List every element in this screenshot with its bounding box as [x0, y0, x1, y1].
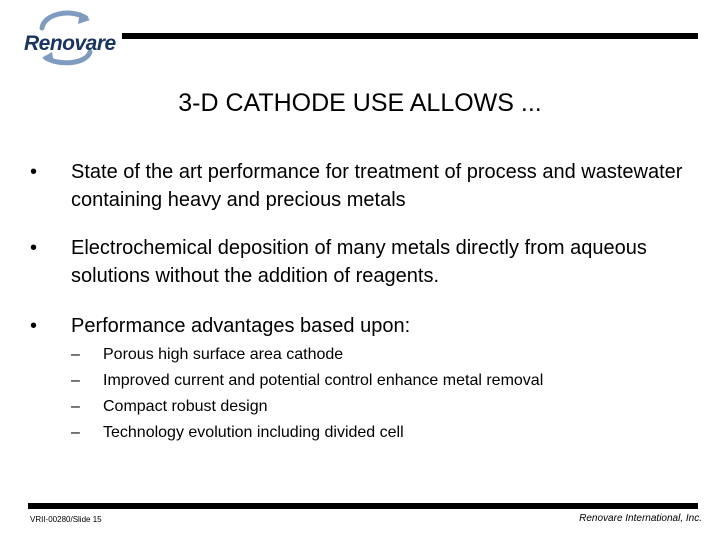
bullet-marker: •: [30, 161, 38, 183]
sub-bullet-text: Porous high surface area cathode: [103, 346, 344, 363]
sub-bullet-marker: –: [71, 398, 80, 415]
sub-bullet-text: Compact robust design: [103, 398, 268, 415]
sub-bullet-marker: –: [71, 372, 80, 389]
sub-bullet-text: Improved current and potential control enhance metal removal: [103, 372, 544, 389]
slide-title: [0, 89, 720, 118]
bullet-text: State of the art performance for treatment of process and wastewater containing heavy and precious metals: [71, 161, 683, 211]
sub-bullet-text: Technology evolution including divided cell: [103, 424, 404, 441]
sub-bullet-marker: –: [71, 424, 80, 441]
renovare-logo: [20, 6, 120, 66]
bullet-text: Performance advantages based upon:: [71, 315, 411, 337]
company-name: Renovare International, Inc.: [579, 513, 702, 524]
bullet-text: Electrochemical deposition of many metals directly from aqueous solutions without the addition of reagents.: [71, 237, 647, 287]
sub-bullet-marker: –: [71, 346, 80, 363]
bullet-marker: •: [30, 315, 38, 337]
slide-title-text: 3-D CATHODE USE ALLOWS ...: [178, 89, 542, 117]
bullet-marker: •: [30, 237, 38, 259]
header-divider: [122, 33, 698, 39]
slide-id: VRII-00280/Slide 15: [30, 515, 102, 524]
footer-divider: [28, 503, 698, 509]
logo-text: Renovare: [24, 32, 116, 55]
